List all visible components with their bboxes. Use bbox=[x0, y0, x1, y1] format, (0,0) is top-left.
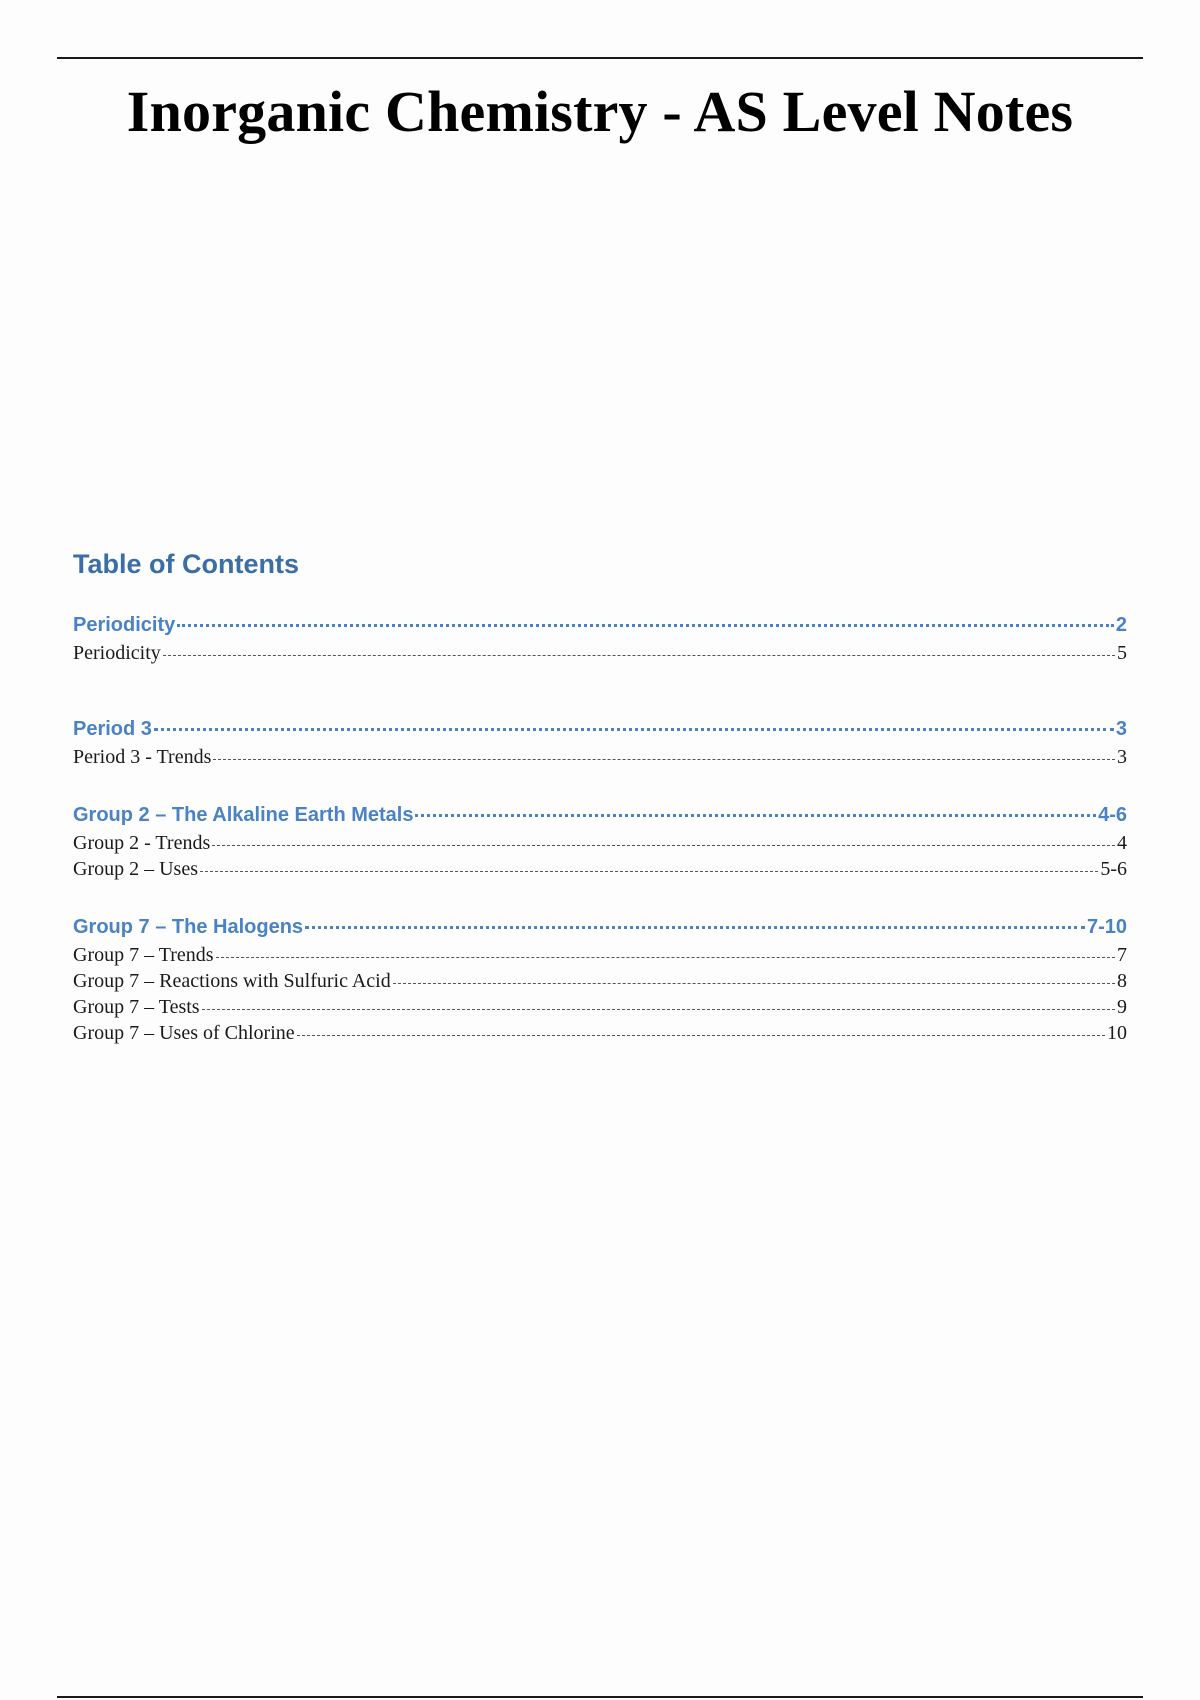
dash-leader bbox=[212, 845, 1115, 846]
dash-leader bbox=[393, 983, 1115, 984]
toc-section-periodicity bbox=[73, 610, 1127, 666]
toc-page-number: 2 bbox=[1115, 614, 1127, 636]
toc-page-number: 7 bbox=[1117, 944, 1127, 966]
toc-entry-periodicity[interactable] bbox=[73, 640, 1127, 666]
toc-entry-period-3-trends[interactable] bbox=[73, 744, 1127, 770]
dash-leader bbox=[216, 957, 1115, 958]
toc-entry-group-7-sulfuric-acid[interactable] bbox=[73, 968, 1127, 994]
toc-section-title: Period 3 bbox=[73, 718, 152, 740]
toc-entry-group-7-trends[interactable] bbox=[73, 942, 1127, 968]
bottom-rule bbox=[57, 1696, 1143, 1698]
dash-leader bbox=[163, 655, 1115, 656]
toc-page-number: 10 bbox=[1107, 1022, 1127, 1044]
toc-section-group-7 bbox=[73, 912, 1127, 1046]
toc-page-number: 5-6 bbox=[1100, 858, 1127, 880]
toc-link-group-7[interactable] bbox=[73, 912, 1127, 942]
toc-entry-title: Group 2 – Uses bbox=[73, 858, 198, 880]
table-of-contents bbox=[73, 544, 1127, 1046]
toc-entry-title: Period 3 - Trends bbox=[73, 746, 212, 768]
toc-page-number: 7-10 bbox=[1086, 916, 1127, 938]
toc-entry-group-2-uses[interactable] bbox=[73, 856, 1127, 882]
dash-leader bbox=[202, 1009, 1115, 1010]
toc-entry-title: Group 2 - Trends bbox=[73, 832, 211, 854]
toc-entry-group-2-trends[interactable] bbox=[73, 830, 1127, 856]
dot-leader bbox=[154, 728, 1114, 731]
dot-leader bbox=[305, 926, 1085, 929]
toc-page-number: 5 bbox=[1117, 642, 1127, 664]
dash-leader bbox=[200, 871, 1098, 872]
toc-section-period-3 bbox=[73, 714, 1127, 770]
toc-entry-title: Group 7 – Uses of Chlorine bbox=[73, 1022, 295, 1044]
toc-entry-title: Group 7 – Trends bbox=[73, 944, 214, 966]
toc-page-number: 8 bbox=[1117, 970, 1127, 992]
toc-page-number: 3 bbox=[1117, 746, 1127, 768]
toc-entry-title: Periodicity bbox=[73, 642, 161, 664]
toc-section-group-2 bbox=[73, 800, 1127, 882]
toc-section-title: Group 7 – The Halogens bbox=[73, 916, 304, 938]
toc-link-period-3[interactable] bbox=[73, 714, 1127, 744]
dot-leader bbox=[177, 624, 1114, 627]
document-title: Inorganic Chemistry - AS Level Notes bbox=[126, 79, 1074, 144]
toc-entry-group-7-chlorine-uses[interactable] bbox=[73, 1020, 1127, 1046]
top-rule bbox=[57, 57, 1143, 59]
toc-entry-title: Group 7 – Tests bbox=[73, 996, 200, 1018]
toc-page-number: 9 bbox=[1117, 996, 1127, 1018]
toc-section-title: Periodicity bbox=[73, 614, 176, 636]
toc-heading: Table of Contents bbox=[73, 549, 299, 579]
toc-page-number: 3 bbox=[1115, 718, 1127, 740]
toc-link-periodicity[interactable] bbox=[73, 610, 1127, 640]
dot-leader bbox=[415, 814, 1096, 817]
dash-leader bbox=[297, 1035, 1105, 1036]
toc-page-number: 4 bbox=[1117, 832, 1127, 854]
dash-leader bbox=[213, 759, 1115, 760]
toc-section-title: Group 2 – The Alkaline Earth Metals bbox=[73, 804, 414, 826]
toc-link-group-2[interactable] bbox=[73, 800, 1127, 830]
toc-page-number: 4-6 bbox=[1098, 804, 1127, 826]
toc-entry-title: Group 7 – Reactions with Sulfuric Acid bbox=[73, 970, 391, 992]
toc-entry-group-7-tests[interactable] bbox=[73, 994, 1127, 1020]
